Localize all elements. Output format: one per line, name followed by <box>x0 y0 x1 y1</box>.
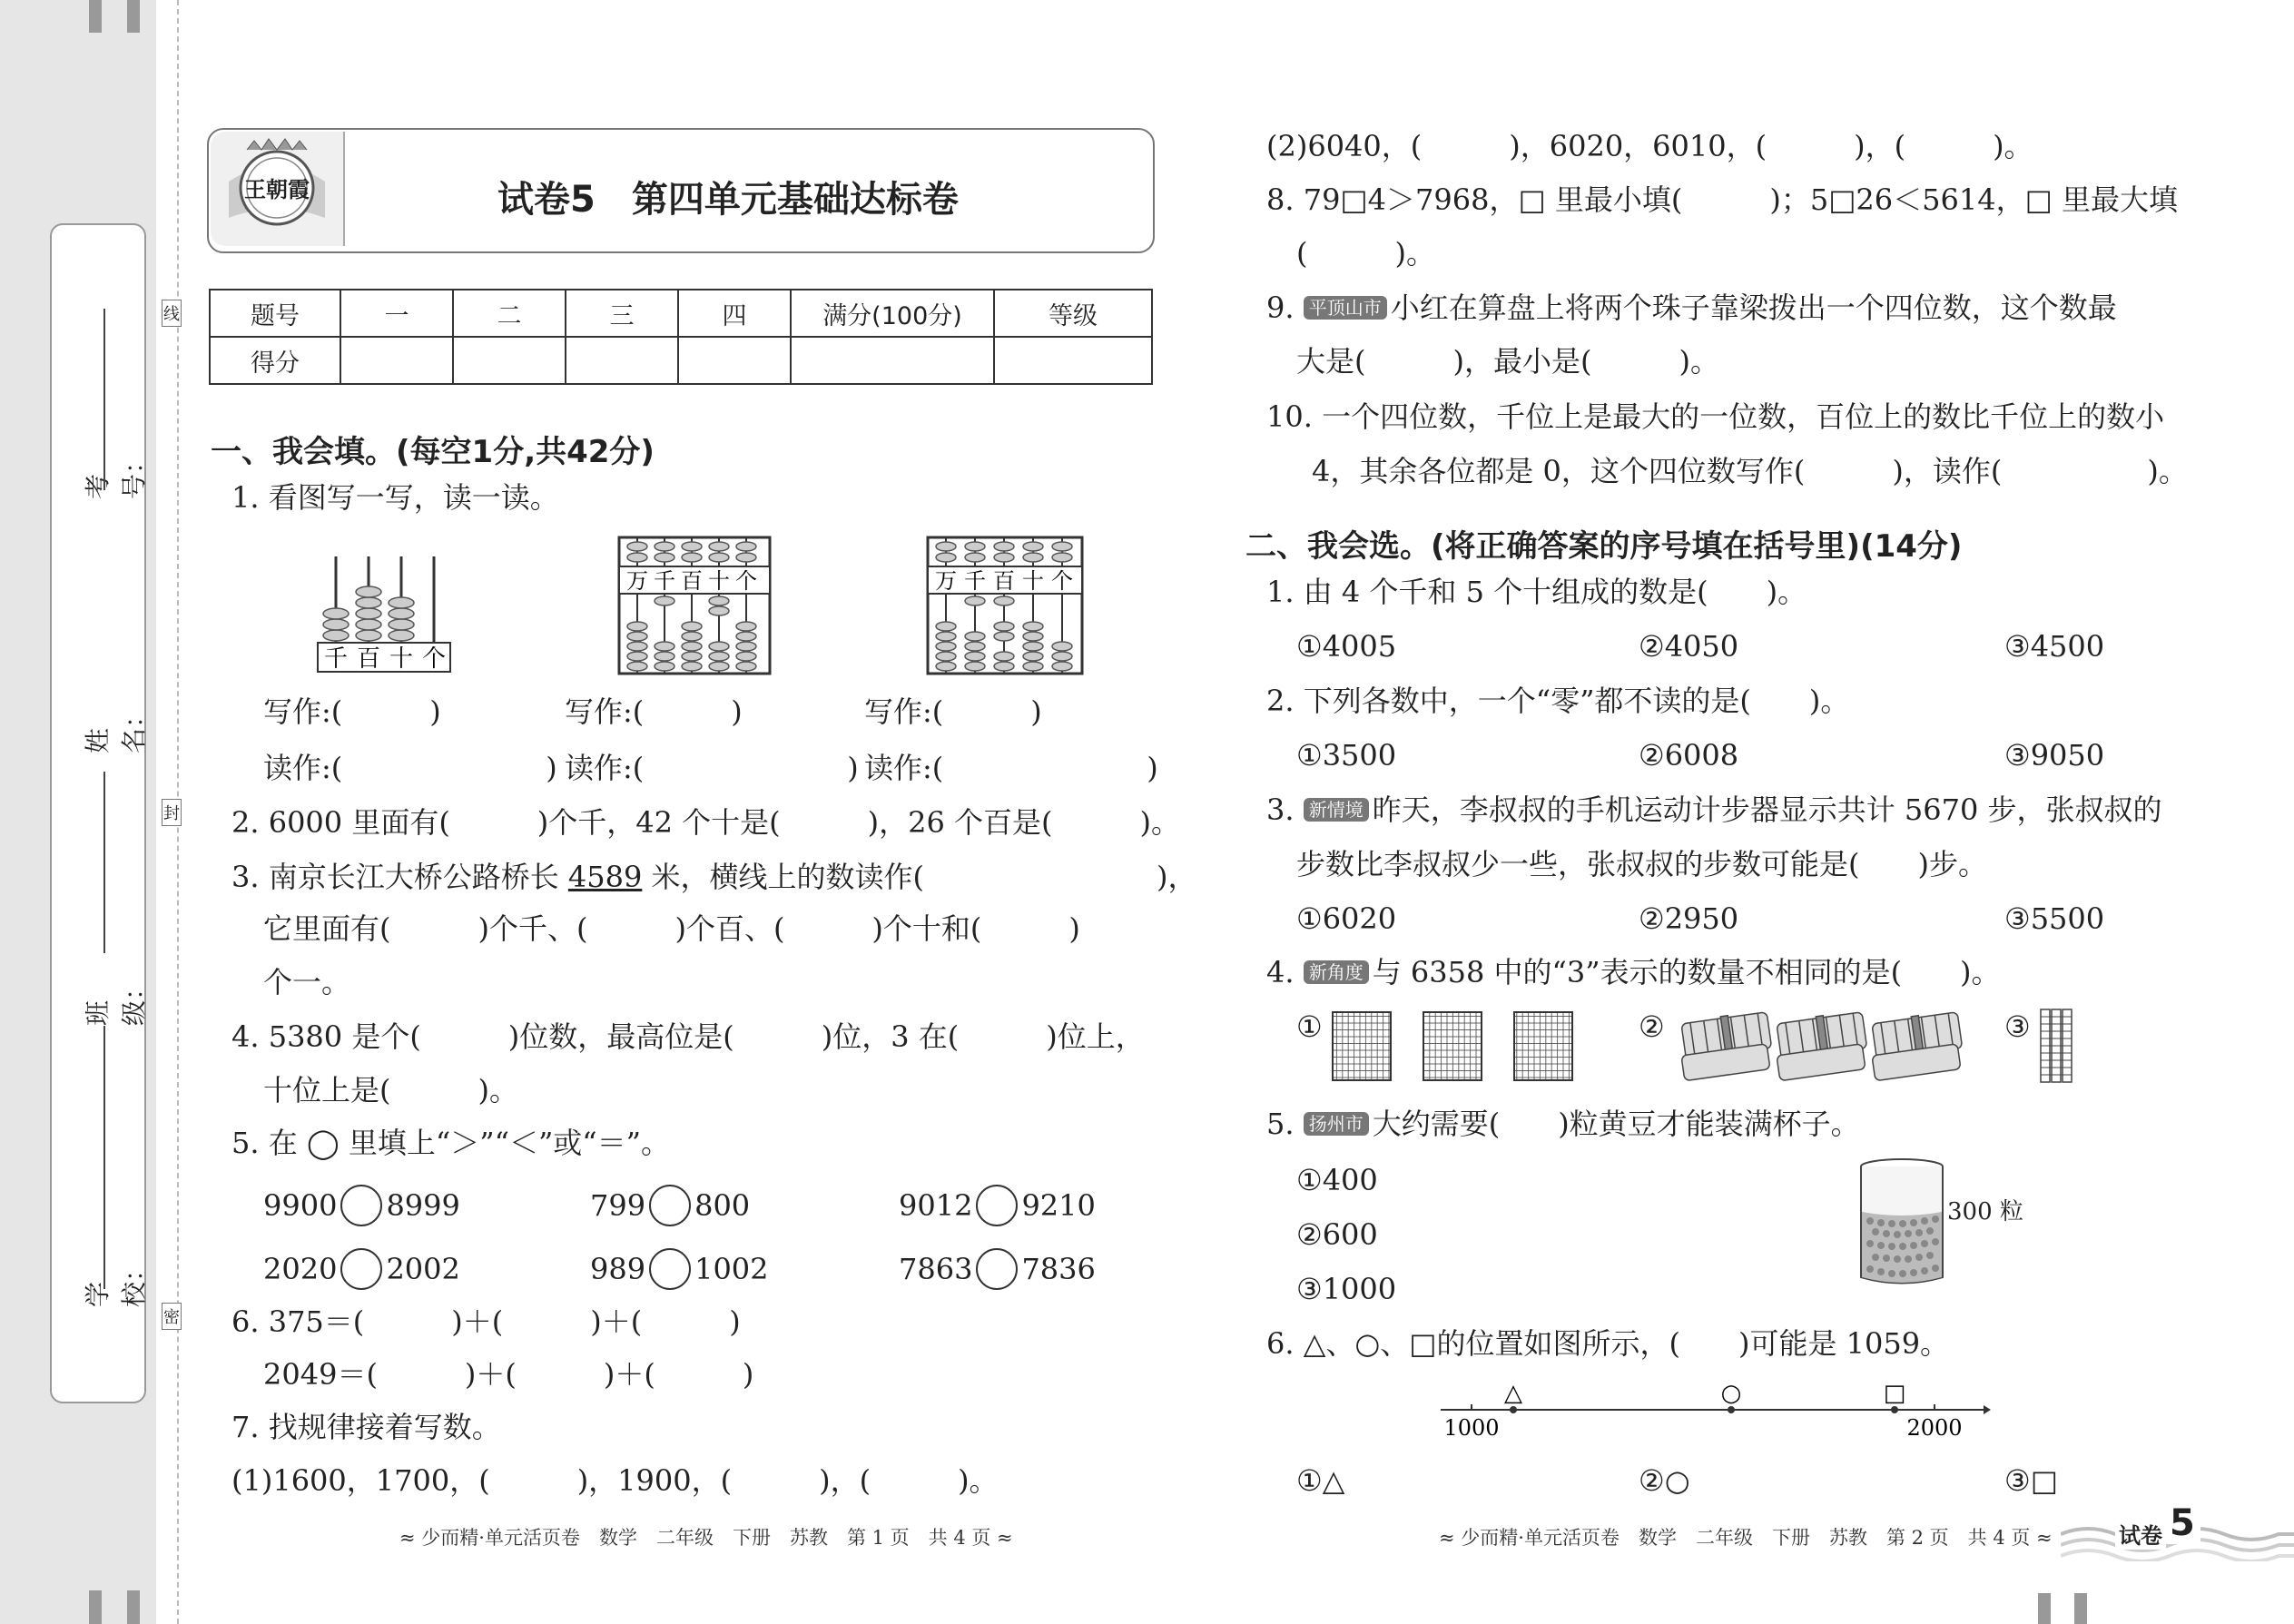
score-header-cell: 四 <box>678 290 791 337</box>
score-header-cell: 题号 <box>210 290 340 337</box>
region-tag: 扬州市 <box>1304 1112 1369 1136</box>
q5-text: 5. 在 ◯ 里填上“＞”“＜”或“＝”。 <box>231 1126 671 1160</box>
q5-pair-1: 9900 8999 <box>263 1185 460 1226</box>
q4-line1: 4. 5380 是个( )位数，最高位是( )位，3 在( )位上， <box>231 1019 1145 1054</box>
s2q5-text: 5. 扬州市 大约需要( )粒黄豆才能装满杯子。 <box>1266 1107 1860 1141</box>
q5-pair-4: 2020 2002 <box>263 1248 460 1290</box>
field-class: 班级： <box>73 890 127 1189</box>
score-table <box>209 289 1153 385</box>
q1-write-3: 写作:( ) <box>864 694 1042 729</box>
q1-read-3: 读作:( ) <box>864 751 1158 785</box>
svg-text:个: 个 <box>1051 568 1073 594</box>
score-row-label: 得分 <box>210 337 340 384</box>
q1-read-1: 读作:( ) <box>263 751 557 785</box>
q1-write-1: 写作:( ) <box>263 694 441 729</box>
s2q4-opt-2[interactable]: ② <box>1639 1009 1665 1044</box>
abacus-1 <box>316 552 452 674</box>
svg-text:千: 千 <box>964 568 986 594</box>
q9-line1: 9. 平顶山市 小红在算盘上将两个珠子靠梁拨出一个四位数，这个数最 <box>1266 290 2117 325</box>
score-header-cell: 三 <box>566 290 678 337</box>
svg-text:万: 万 <box>935 568 957 594</box>
hundred-squares-image <box>1331 1009 1576 1082</box>
s2q2-opt-2[interactable]: ②6008 <box>1639 738 1739 773</box>
s2q3-line2: 步数比李叔叔少一些，张叔叔的步数可能是( )步。 <box>1296 847 1987 881</box>
s2q1-opt-3[interactable]: ③4500 <box>2004 629 2105 664</box>
page-title: 试卷5 第四单元基础达标卷 <box>497 179 959 221</box>
q3-line3: 个一。 <box>263 965 351 999</box>
logo-emblem-icon <box>211 132 343 246</box>
seal-mark-line: 线 <box>162 300 182 327</box>
region-tag: 平顶山市 <box>1304 296 1387 320</box>
q5-pair-2: 799 800 <box>590 1185 750 1226</box>
binding-mark-br2 <box>2074 1593 2087 1624</box>
q6-line2: 2049＝( )＋( )＋( ) <box>263 1357 754 1392</box>
section2-title: 二、我会选。(将正确答案的序号填在括号里)(14分) <box>1245 528 1963 565</box>
compare-circle[interactable] <box>340 1248 382 1290</box>
compare-circle[interactable] <box>976 1185 1018 1226</box>
svg-text:千: 千 <box>654 568 675 594</box>
svg-text:王朝霞: 王朝霞 <box>244 176 310 202</box>
q4-line2: 十位上是( )。 <box>263 1073 518 1107</box>
footer-right: ≈ 少而精·单元活页卷 数学 二年级 下册 苏教 第 2 页 共 4 页 ≈ <box>1439 1527 2053 1549</box>
page-tab-number: 5 <box>2164 1502 2200 1544</box>
axis-label-1000: 1000 <box>1443 1415 1500 1441</box>
cup-label: 300 粒 <box>1947 1198 2023 1225</box>
q8-line1: 8. 79□4＞7968，□ 里最小填( )；5□26＜5614，□ 里最大填 <box>1266 182 2178 217</box>
s2q2-opt-1[interactable]: ①3500 <box>1296 738 1397 773</box>
seal-mark-secret: 密 <box>162 1303 182 1330</box>
binding-mark-top <box>89 0 102 33</box>
circle-marker: ○ <box>1720 1380 1742 1407</box>
scenario-tag: 新情境 <box>1304 798 1369 822</box>
triangle-marker: △ <box>1504 1380 1522 1407</box>
abacus-2 <box>617 536 772 676</box>
axis-label-2000: 2000 <box>1906 1415 1963 1441</box>
s2q1-opt-1[interactable]: ①4005 <box>1296 629 1397 664</box>
svg-text:十: 十 <box>708 568 730 594</box>
s2q4-opt-3[interactable]: ③ <box>2004 1009 2031 1044</box>
binding-mark-bottom2 <box>127 1590 140 1624</box>
q7-text: 7. 找规律接着写数。 <box>231 1410 501 1444</box>
s2q5-opt-2[interactable]: ②600 <box>1296 1217 1378 1252</box>
score-header-cell: 二 <box>453 290 566 337</box>
s2q5-opt-1[interactable]: ①400 <box>1296 1163 1378 1197</box>
field-school: 学校： <box>73 1171 127 1389</box>
q1-text: 1. 看图写一写，读一读。 <box>231 480 559 515</box>
svg-text:十: 十 <box>389 645 414 673</box>
s2q6-text: 6. △、○、□的位置如图所示，( )可能是 1059。 <box>1266 1326 1950 1361</box>
s2q4-opt-1[interactable]: ① <box>1296 1009 1323 1044</box>
s2q4-text: 4. 新角度 与 6358 中的“3”表示的数量不相同的是( )。 <box>1266 955 2001 989</box>
abacus-3 <box>926 536 1085 676</box>
score-cell[interactable] <box>453 337 566 384</box>
s2q3-opt-2[interactable]: ②2950 <box>1639 901 1739 936</box>
cup-image <box>1852 1157 1952 1289</box>
q3-underlined-number: 4589 <box>567 860 643 894</box>
binding-mark-top2 <box>127 0 140 33</box>
q10-line2: 4，其余各位都是 0，这个四位数写作( )，读作( )。 <box>1312 454 2188 488</box>
score-cell[interactable] <box>566 337 678 384</box>
s2q1-opt-2[interactable]: ②4050 <box>1639 629 1739 664</box>
section1-title: 一、我会填。(每空1分,共42分) <box>211 434 655 470</box>
s2q3-opt-1[interactable]: ①6020 <box>1296 901 1397 936</box>
s2q2-opt-3[interactable]: ③9050 <box>2004 738 2105 773</box>
s2q2-text: 2. 下列各数中，一个“零”都不读的是( )。 <box>1266 684 1850 718</box>
field-exam-no: 考号： <box>73 300 127 599</box>
footer-left: ≈ 少而精·单元活页卷 数学 二年级 下册 苏教 第 1 页 共 4 页 ≈ <box>399 1527 1013 1549</box>
ten-rods-image <box>2039 1008 2075 1084</box>
field-name: 姓名： <box>73 590 127 890</box>
score-cell[interactable] <box>678 337 791 384</box>
square-marker: □ <box>1883 1380 1906 1407</box>
q3-line1: 3. 南京长江大桥公路桥长 4589 米，横线上的数读作( )， <box>231 860 1197 894</box>
q7-1-text: (1)1600，1700，( )，1900，( )，( )。 <box>231 1463 999 1498</box>
score-header-cell: 一 <box>340 290 453 337</box>
number-line <box>1439 1375 1993 1448</box>
s2q3-opt-3[interactable]: ③5500 <box>2004 901 2105 936</box>
score-header-cell: 满分(100分) <box>791 290 994 337</box>
binding-mark-bottom <box>89 1590 102 1624</box>
q1-read-2: 读作:( ) <box>565 751 859 785</box>
q6-line1: 6. 375＝( )＋( )＋( ) <box>231 1304 741 1339</box>
svg-text:个: 个 <box>421 645 447 673</box>
stick-bundles-image <box>1672 1006 1972 1088</box>
svg-text:个: 个 <box>735 568 757 594</box>
s2q1-text: 1. 由 4 个千和 5 个十组成的数是( )。 <box>1266 575 1807 609</box>
svg-text:万: 万 <box>626 568 648 594</box>
q5-pair-6: 7863 7836 <box>899 1248 1096 1290</box>
binding-mark-br1 <box>2038 1593 2051 1624</box>
page-tab-label: 试卷 <box>2115 1518 2166 1550</box>
seal-mark-seal: 封 <box>162 799 182 826</box>
compare-circle[interactable] <box>976 1248 1018 1290</box>
s2q5-opt-3[interactable]: ③1000 <box>1296 1272 1397 1306</box>
q7-2-text: (2)6040，( )，6020，6010，( )，( )。 <box>1266 129 2033 163</box>
s2q3-line1: 3. 新情境 昨天，李叔叔的手机运动计步器显示共计 5670 步，张叔叔的 <box>1266 792 2162 827</box>
q3-line2: 它里面有( )个千、( )个百、( )个十和( ) <box>263 911 1080 946</box>
q1-write-2: 写作:( ) <box>565 694 743 729</box>
q10-line1: 10. 一个四位数，千位上是最大的一位数，百位上的数比千位上的数小 <box>1266 399 2165 434</box>
score-cell[interactable] <box>994 337 1152 384</box>
compare-circle[interactable] <box>340 1185 382 1226</box>
q8-line2: ( )。 <box>1296 236 1435 271</box>
score-header-cell: 等级 <box>994 290 1152 337</box>
q5-pair-5: 989 1002 <box>590 1248 769 1290</box>
q5-pair-3: 9012 9210 <box>899 1185 1096 1226</box>
angle-tag: 新角度 <box>1304 960 1369 984</box>
compare-circle[interactable] <box>649 1248 691 1290</box>
s2q6-opt-3[interactable]: ③□ <box>2004 1463 2058 1498</box>
svg-text:千: 千 <box>323 645 349 673</box>
score-cell[interactable] <box>791 337 994 384</box>
compare-circle[interactable] <box>649 1185 691 1226</box>
s2q6-opt-2[interactable]: ②○ <box>1639 1463 1690 1498</box>
logo <box>211 132 345 246</box>
q2-text: 2. 6000 里面有( )个千，42 个十是( )，26 个百是( )。 <box>231 805 1181 840</box>
svg-text:十: 十 <box>1022 568 1044 594</box>
s2q6-opt-1[interactable]: ①△ <box>1296 1463 1345 1498</box>
svg-text:百: 百 <box>356 645 381 673</box>
q9-line2: 大是( )，最小是( )。 <box>1296 344 1719 379</box>
score-cell[interactable] <box>340 337 453 384</box>
svg-text:百: 百 <box>681 568 703 594</box>
svg-text:百: 百 <box>993 568 1015 594</box>
